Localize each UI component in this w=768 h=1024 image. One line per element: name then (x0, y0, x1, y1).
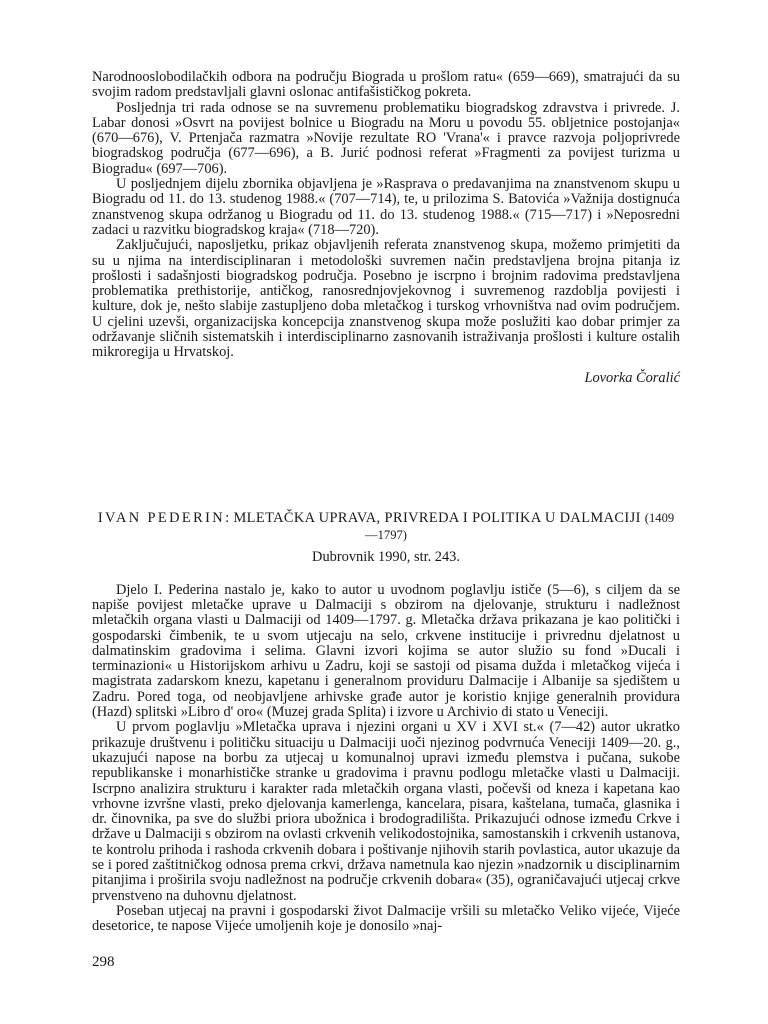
publication-info: Dubrovnik 1990, str. 243. (312, 548, 460, 565)
review-title-years: (1409—1797) (365, 510, 675, 542)
review-author: IVAN PEDERIN (97, 509, 226, 526)
paragraph-health-economy: Posljednja tri rada odnose se na suvremenu problematiku biogradskog zdravstva i privrede. J. Labar donosi »Osvrt na povijest bolnice u Biogradu na Moru u povodu 55. obljetnice postojanja« (670—676), V. Prtenjača razmatra »Novije rezultate RO 'Vrana'« i pravce razvoja poljoprivrede biogradskog područja (677—696), a B. Jurić podnosi referat »Fragmenti za povijest turizma u Biogradu« (697—706). (92, 99, 680, 177)
review-paragraph-councils: Poseban utjecaj na pravni i gospodarski život Dalmacije vršili su mletačko Veliko vijeće, Vijeće desetorice, te napose Vijeće umoljenih koje je donosilo »naj- (92, 902, 680, 935)
page-number: 298 (92, 954, 115, 970)
intro-paragraph: Narodnooslobodilačkih odbora na području Biograda u prošlom ratu« (659—669), smatrajući da su svojim radom predstavljali glavni oslonac antifašističkog pokreta. (92, 69, 680, 101)
review-paragraph-intro: Djelo I. Pederina nastalo je, kako to autor u uvodnom poglavlju ističe (5—6), s ciljem da se napiše povijest mletačke uprave u Dalmaciji s obzirom na djelovanje, strukturu i nadležnost mletačkih organa vlasti u Dalmaciji od 1409—1797. g. Mletačka država prikazana je kao politički i gospodarski čimbenik, te u svom utjecaju na selo, crkvene institucije i privrednu djelatnost u dalmatinskim gradovima i selima. Glavni izvori kojima se autor služio su fond »Ducali i terminazioni« u Historijskom arhivu u Zadru, koji se sastoji od pisama dužda i mletačkog vijeća i magistrata zadarskom knezu, kapetanu i generalnom providuru Dalmacije i Albanije sa sjedištem u Zadru. Pored toga, od neobjavljene arhivske građe autor je koristio knjige generalnih providura (Hazd) splitski »Libro d' oro« (Muzej grada Splita) i izvore u Archivio di stato u Veneciji. (92, 581, 680, 721)
paragraph-proceedings: U posljednjem dijelu zbornika objavljena je »Rasprava o predavanjima na znanstvenom skupu u Biogradu od 11. do 13. studenog 1988.« (707—714), te, u prilozima S. Batovića »Važnija dostignuća znanstvenog skupa održanog u Biogradu od 11. do 13. studenog 1988.« (715—717) i »Neposredni zadaci u razvitku biogradskog kraja« (718—720). (92, 176, 680, 238)
review-paragraph-chapter-one: U prvom poglavlju »Mletačka uprava i njezini organi u XV i XVI st.« (7—42) autor ukratko prikazuje društvenu i političku situaciju u Dalmaciji uoči njezinog podvrnuća Veneciji 1409—20. g., ukazujući napose na borbu za utjecaj u komunalnoj upravi između plemstva i pučana, sukobe republikanske i monarhističke stranke u gradovima i pravnu podlogu mletačke vlasti u Dalmaciji. Iscrpno analizira strukturu i karakter rada mletačkih organa vlasti, počevši od kneza i kapetana kao vrhovne izvršne vlasti, preko djelovanja kamerlenga, kancelara, pisara, kaštelana, tumača, glasnika i dr. činovnika, pa sve do službi priora ubožnica i brodogradilišta. Prikazujući odnose između Crkve i države u Dalmaciji s obzirom na ovlasti crkvenih velikodostojnika, samostanskih i crkvenih ustanova, te kontrolu prihoda i rashoda crkvenih dobara i poštivanje njihovih starih povlastica, autor ukazuje da se i pored zaštitničkog odnosa prema crkvi, država nametnula kao njezin »nadzornik u disciplinarnim pitanjima i proširila svoju nadležnost na područje crkvenih dobara« (35), ograničavajući utjecaj crkve prvenstveno na duhovnu djelatnost. (92, 719, 680, 904)
review-heading (92, 510, 680, 544)
paragraph-conclusion: Zaključujući, naposljetku, prikaz objavljenih referata znanstvenog skupa, možemo primjetiti da su u njima na interdisciplinaran i metodološki suvremen način predstavljena brojna pitanja iz prošlosti i sadašnjosti biogradskog područja. Posebno je iscrpno i brojnim radovima predstavljena problematika prethistorije, antičkog, ranosrednjovjekovnog i suvremenog razdoblja povijesti i kulture, dok je, nešto slabije zastupljeno doba mletačkog i turskog vrhovništva nad ovim područjem. U cjelini uzevši, organizacijska koncepcija znanstvenog skupa može poslužiti kao dobar primjer za održavanje sličnih sistematskih i interdisciplinarno zasnovanih istraživanja prošlosti i kulture ostalih mikroregija u Hrvatskoj. (92, 237, 680, 361)
review-signature: Lovorka Čoralić (584, 369, 680, 386)
review-title-main: : MLETAČKA UPRAVA, PRIVREDA I POLITIKA U DALMACIJI (225, 509, 641, 526)
